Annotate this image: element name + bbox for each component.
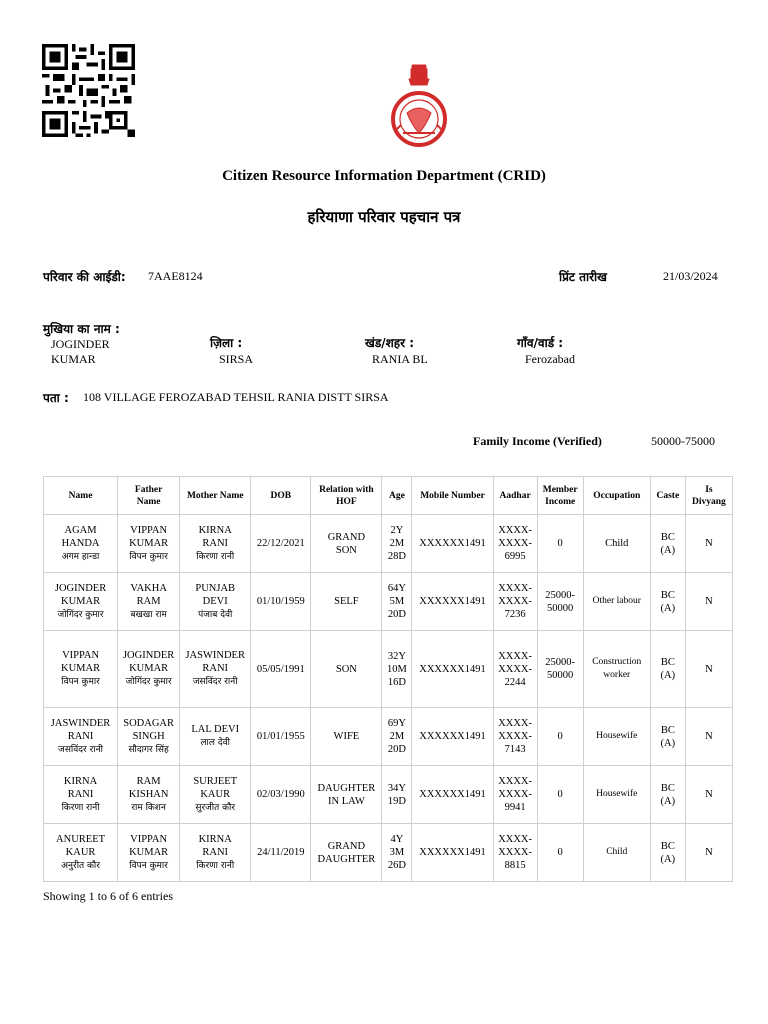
cell-age: 64Y 5M 20D xyxy=(382,573,412,631)
village-label: गाँव/वार्ड : xyxy=(517,336,564,350)
cell-occupation: Housewife xyxy=(583,708,650,766)
cell-caste: BC (A) xyxy=(650,515,685,573)
cell-occupation: Child xyxy=(583,824,650,882)
cell-dob: 01/01/1955 xyxy=(251,708,311,766)
cell-aadhar: XXXX- XXXX- 2244 xyxy=(493,631,537,708)
head-of-family-label: मुखिया का नाम : xyxy=(43,322,120,336)
block-value: RANIA BL xyxy=(372,352,428,366)
cell-caste: BC (A) xyxy=(650,573,685,631)
qr-code-icon xyxy=(42,43,135,138)
cell-dob: 24/11/2019 xyxy=(251,824,311,882)
cell-mother: LAL DEVI लाल देवी xyxy=(180,708,251,766)
cell-name: JASWINDER RANI जसविंदर रानी xyxy=(44,708,118,766)
cell-age: 32Y 10M 16D xyxy=(382,631,412,708)
cell-father: RAM KISHAN राम किशन xyxy=(118,766,180,824)
cell-divyang: N xyxy=(685,631,732,708)
cell-age: 34Y 19D xyxy=(382,766,412,824)
cell-member-income: 25000- 50000 xyxy=(537,631,583,708)
cell-caste: BC (A) xyxy=(650,766,685,824)
cell-father: VIPPAN KUMAR विपन कुमार xyxy=(118,515,180,573)
cell-relation: WIFE xyxy=(311,708,382,766)
table-row xyxy=(44,573,733,631)
cell-divyang: N xyxy=(685,766,732,824)
cell-mobile: XXXXXX1491 xyxy=(412,708,493,766)
haryana-emblem-icon xyxy=(385,63,453,149)
cell-occupation: Other labour xyxy=(583,573,650,631)
col-mother-name: Mother Name xyxy=(180,477,251,515)
table-row xyxy=(44,515,733,573)
cell-name: KIRNA RANI किरणा रानी xyxy=(44,766,118,824)
cell-occupation: Child xyxy=(583,515,650,573)
cell-member-income: 25000- 50000 xyxy=(537,573,583,631)
col-member-income: Member Income xyxy=(537,477,583,515)
block-label: खंड/शहर : xyxy=(365,336,415,350)
col-caste: Caste xyxy=(650,477,685,515)
cell-aadhar: XXXX- XXXX- 8815 xyxy=(493,824,537,882)
cell-name: VIPPAN KUMAR विपन कुमार xyxy=(44,631,118,708)
cell-relation: SON xyxy=(311,631,382,708)
village-value: Ferozabad xyxy=(525,352,575,366)
cell-divyang: N xyxy=(685,824,732,882)
cell-mother: KIRNA RANI किरणा रानी xyxy=(180,515,251,573)
cell-aadhar: XXXX- XXXX- 7236 xyxy=(493,573,537,631)
cell-age: 2Y 2M 28D xyxy=(382,515,412,573)
cell-dob: 01/10/1959 xyxy=(251,573,311,631)
print-date-label: प्रिंट तारीख xyxy=(559,270,607,284)
cell-dob: 05/05/1991 xyxy=(251,631,311,708)
cell-father: VAKHA RAM बखखा राम xyxy=(118,573,180,631)
cell-mobile: XXXXXX1491 xyxy=(412,515,493,573)
col-age: Age xyxy=(382,477,412,515)
cell-member-income: 0 xyxy=(537,766,583,824)
cell-mother: PUNJAB DEVI पंजाब देवी xyxy=(180,573,251,631)
district-value: SIRSA xyxy=(219,352,254,366)
col-father-name: Father Name xyxy=(118,477,180,515)
cell-relation: GRAND SON xyxy=(311,515,382,573)
col-divyang: Is Divyang xyxy=(685,477,732,515)
cell-occupation: Construction worker xyxy=(583,631,650,708)
col-relation: Relation with HOF xyxy=(311,477,382,515)
cell-relation: GRAND DAUGHTER xyxy=(311,824,382,882)
print-date-value: 21/03/2024 xyxy=(663,269,718,283)
cell-dob: 02/03/1990 xyxy=(251,766,311,824)
cell-member-income: 0 xyxy=(537,515,583,573)
head-of-family-name-line2: KUMAR xyxy=(51,352,96,366)
col-aadhar: Aadhar xyxy=(493,477,537,515)
document-title-hindi: हरियाणा परिवार पहचान पत्र xyxy=(307,208,461,226)
cell-father: SODAGAR SINGH सौदागर सिंह xyxy=(118,708,180,766)
family-id-value: 7AAE8124 xyxy=(148,269,203,283)
col-dob: DOB xyxy=(251,477,311,515)
cell-age: 69Y 2M 20D xyxy=(382,708,412,766)
cell-mobile: XXXXXX1491 xyxy=(412,573,493,631)
cell-caste: BC (A) xyxy=(650,631,685,708)
family-id-label: परिवार की आईडी: xyxy=(43,270,126,284)
cell-member-income: 0 xyxy=(537,708,583,766)
table-row xyxy=(44,631,733,708)
cell-name: AGAM HANDA अगम हान्डा xyxy=(44,515,118,573)
cell-mother: SURJEET KAUR सुरजीत कौर xyxy=(180,766,251,824)
address-label: पता : xyxy=(43,391,69,405)
col-mobile: Mobile Number xyxy=(412,477,493,515)
cell-mother: JASWINDER RANI जसविंदर रानी xyxy=(180,631,251,708)
cell-name: ANUREET KAUR अनुरीत कौर xyxy=(44,824,118,882)
table-row xyxy=(44,708,733,766)
cell-divyang: N xyxy=(685,708,732,766)
cell-age: 4Y 3M 26D xyxy=(382,824,412,882)
address-value: 108 VILLAGE FEROZABAD TEHSIL RANIA DISTT SIRSA xyxy=(83,390,389,404)
family-members-table xyxy=(43,476,733,882)
col-name: Name xyxy=(44,477,118,515)
cell-divyang: N xyxy=(685,515,732,573)
cell-father: VIPPAN KUMAR विपन कुमार xyxy=(118,824,180,882)
cell-divyang: N xyxy=(685,573,732,631)
cell-mother: KIRNA RANI किरणा रानी xyxy=(180,824,251,882)
cell-name: JOGINDER KUMAR जोगिंदर कुमार xyxy=(44,573,118,631)
col-occupation: Occupation xyxy=(583,477,650,515)
cell-caste: BC (A) xyxy=(650,708,685,766)
cell-aadhar: XXXX- XXXX- 9941 xyxy=(493,766,537,824)
cell-mobile: XXXXXX1491 xyxy=(412,766,493,824)
family-income-label: Family Income (Verified) xyxy=(473,434,602,448)
family-income-value: 50000-75000 xyxy=(651,434,715,448)
table-header-row xyxy=(44,477,733,515)
department-title: Citizen Resource Information Department (CRID) xyxy=(222,168,546,184)
cell-relation: DAUGHTER IN LAW xyxy=(311,766,382,824)
head-of-family-name-line1: JOGINDER xyxy=(51,337,110,351)
cell-aadhar: XXXX- XXXX- 7143 xyxy=(493,708,537,766)
cell-dob: 22/12/2021 xyxy=(251,515,311,573)
table-row xyxy=(44,824,733,882)
cell-father: JOGINDER KUMAR जोगिंदर कुमार xyxy=(118,631,180,708)
cell-mobile: XXXXXX1491 xyxy=(412,631,493,708)
cell-relation: SELF xyxy=(311,573,382,631)
cell-mobile: XXXXXX1491 xyxy=(412,824,493,882)
table-row xyxy=(44,766,733,824)
cell-occupation: Housewife xyxy=(583,766,650,824)
cell-member-income: 0 xyxy=(537,824,583,882)
entries-count-text: Showing 1 to 6 of 6 entries xyxy=(43,889,173,903)
district-label: ज़िला : xyxy=(210,336,243,350)
cell-caste: BC (A) xyxy=(650,824,685,882)
cell-aadhar: XXXX- XXXX- 6995 xyxy=(493,515,537,573)
